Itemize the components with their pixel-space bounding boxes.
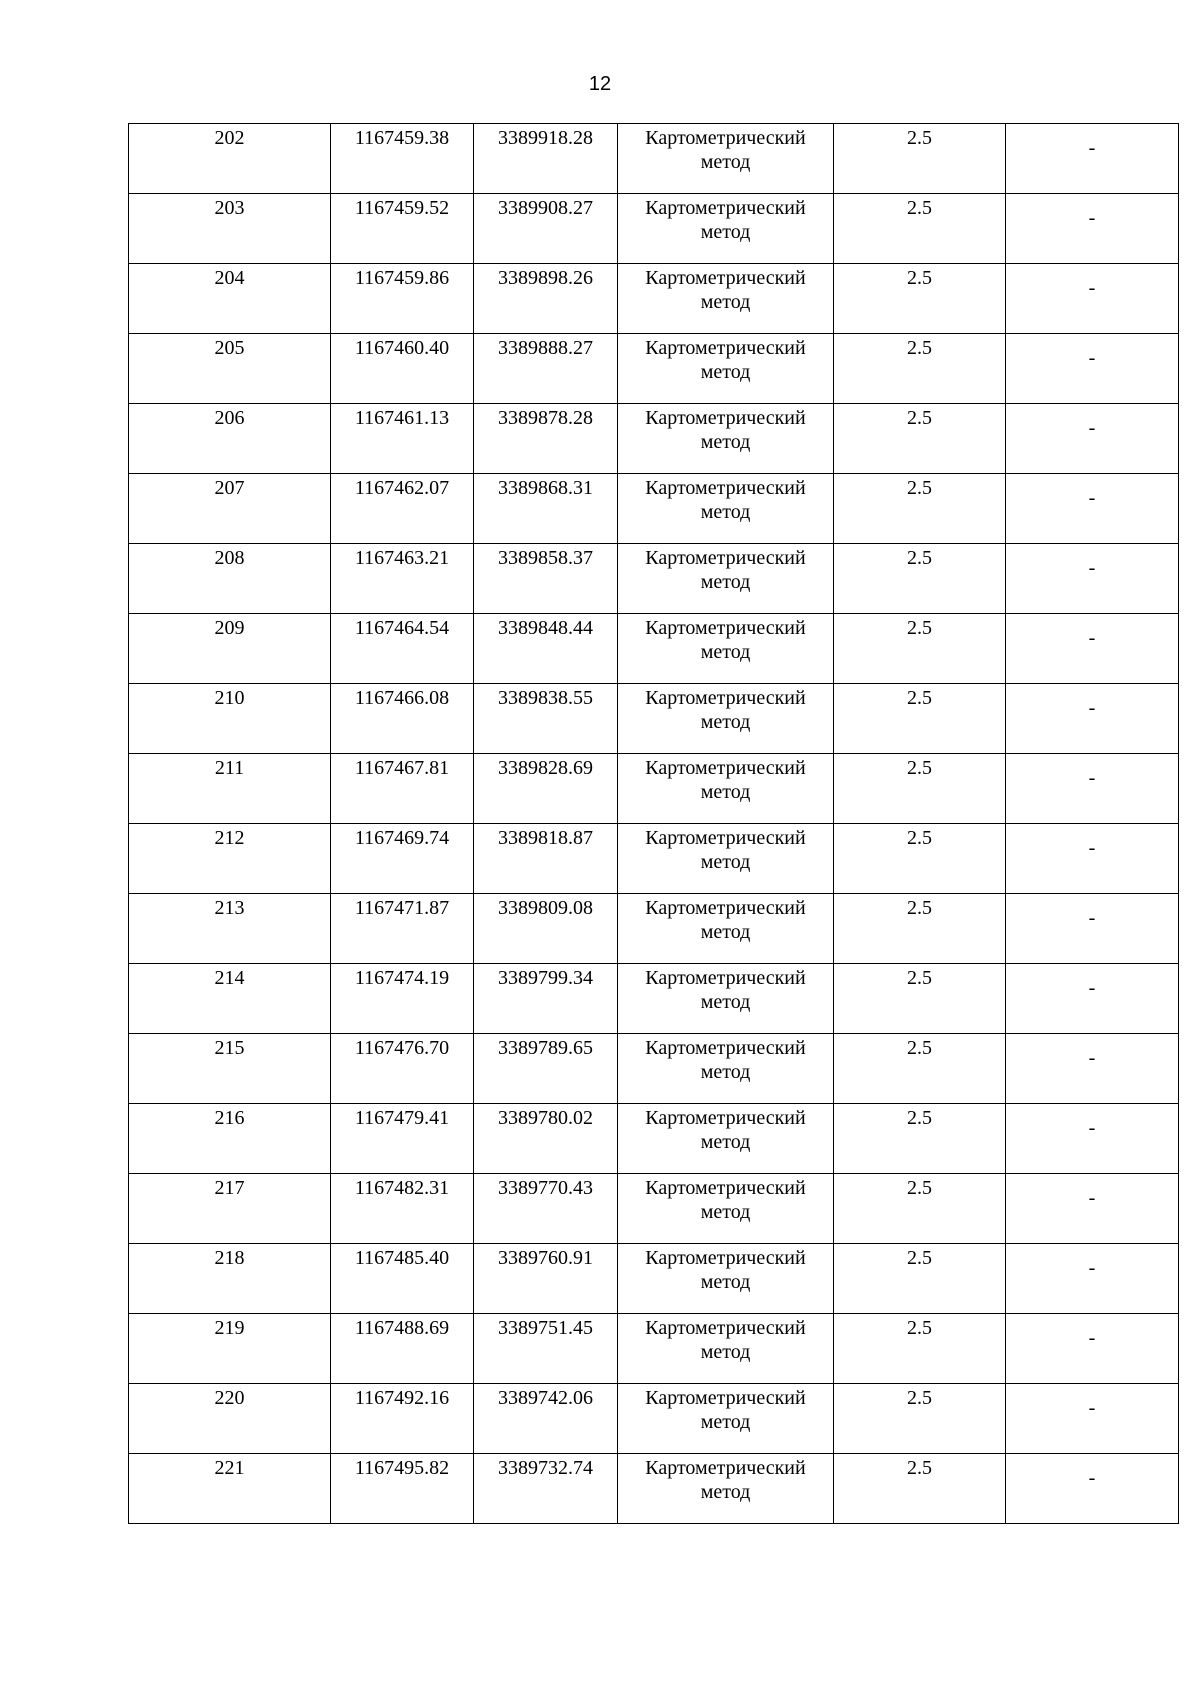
method-line-1: Картометрический <box>645 1457 806 1479</box>
method-cell <box>618 964 834 1034</box>
x-coordinate-cell <box>331 684 474 754</box>
accuracy-cell <box>834 1454 1006 1524</box>
method-line-2: метод <box>700 361 751 383</box>
method-cell <box>618 404 834 474</box>
x-coordinate: 1167485.40 <box>354 1247 450 1269</box>
y-coordinate-cell <box>474 1454 618 1524</box>
note-value: - <box>1088 1117 1096 1139</box>
accuracy-cell <box>834 1034 1006 1104</box>
note-value: - <box>1088 487 1096 509</box>
method-line-2: метод <box>700 991 751 1013</box>
point-number-cell <box>129 404 331 474</box>
x-coordinate-cell <box>331 474 474 544</box>
y-coordinate-cell <box>474 1384 618 1454</box>
point-number: 211 <box>214 757 245 779</box>
point-number-cell <box>129 964 331 1034</box>
y-coordinate: 3389742.06 <box>498 1387 593 1409</box>
point-number: 216 <box>214 1107 245 1129</box>
note-cell <box>1006 334 1179 404</box>
table-row <box>129 754 1179 824</box>
y-coordinate: 3389789.65 <box>498 1037 593 1059</box>
x-coordinate-cell <box>331 1174 474 1244</box>
point-number-cell <box>129 264 331 334</box>
x-coordinate: 1167459.52 <box>354 197 450 219</box>
method-line-1: Картометрический <box>645 1247 806 1269</box>
x-coordinate: 1167474.19 <box>354 967 450 989</box>
note-cell <box>1006 754 1179 824</box>
accuracy-cell <box>834 404 1006 474</box>
table-row <box>129 684 1179 754</box>
y-coordinate: 3389868.31 <box>498 477 593 499</box>
y-coordinate: 3389878.28 <box>498 407 593 429</box>
method-line-1: Картометрический <box>645 827 806 849</box>
y-coordinate-cell <box>474 894 618 964</box>
x-coordinate-cell <box>331 964 474 1034</box>
y-coordinate-cell <box>474 684 618 754</box>
accuracy-cell <box>834 334 1006 404</box>
accuracy-value: 2.5 <box>907 1457 932 1479</box>
point-number: 212 <box>214 827 245 849</box>
accuracy-value: 2.5 <box>907 1107 932 1129</box>
method-line-2: метод <box>700 1131 751 1153</box>
method-line-2: метод <box>700 1481 751 1503</box>
x-coordinate-cell <box>331 614 474 684</box>
note-cell <box>1006 1244 1179 1314</box>
y-coordinate: 3389848.44 <box>498 617 593 639</box>
note-value: - <box>1088 977 1096 999</box>
method-cell <box>618 614 834 684</box>
x-coordinate: 1167463.21 <box>354 547 450 569</box>
accuracy-cell <box>834 124 1006 194</box>
x-coordinate: 1167466.08 <box>354 687 450 709</box>
accuracy-value: 2.5 <box>907 1317 932 1339</box>
y-coordinate-cell <box>474 1104 618 1174</box>
note-value: - <box>1088 1467 1096 1489</box>
note-value: - <box>1088 347 1096 369</box>
table-row <box>129 1104 1179 1174</box>
method-cell <box>618 824 834 894</box>
note-value: - <box>1088 417 1096 439</box>
method-cell <box>618 334 834 404</box>
x-coordinate: 1167467.81 <box>354 757 450 779</box>
table-row <box>129 124 1179 194</box>
method-line-2: метод <box>700 711 751 733</box>
table-row <box>129 474 1179 544</box>
accuracy-value: 2.5 <box>907 757 932 779</box>
note-cell <box>1006 194 1179 264</box>
table-row <box>129 1384 1179 1454</box>
x-coordinate: 1167482.31 <box>354 1177 450 1199</box>
method-line-1: Картометрический <box>645 127 806 149</box>
point-number-cell <box>129 544 331 614</box>
accuracy-cell <box>834 964 1006 1034</box>
accuracy-value: 2.5 <box>907 547 932 569</box>
y-coordinate: 3389838.55 <box>498 687 593 709</box>
method-line-2: метод <box>700 641 751 663</box>
note-cell <box>1006 1454 1179 1524</box>
method-line-2: метод <box>700 851 751 873</box>
x-coordinate: 1167492.16 <box>354 1387 450 1409</box>
accuracy-value: 2.5 <box>907 267 932 289</box>
accuracy-cell <box>834 824 1006 894</box>
note-value: - <box>1088 557 1096 579</box>
y-coordinate: 3389898.26 <box>498 267 593 289</box>
method-cell <box>618 754 834 824</box>
method-cell <box>618 124 834 194</box>
note-value: - <box>1088 1257 1096 1279</box>
accuracy-value: 2.5 <box>907 1037 932 1059</box>
note-value: - <box>1088 697 1096 719</box>
x-coordinate-cell <box>331 894 474 964</box>
point-number: 217 <box>214 1177 245 1199</box>
x-coordinate: 1167461.13 <box>354 407 450 429</box>
accuracy-cell <box>834 194 1006 264</box>
y-coordinate: 3389732.74 <box>498 1457 593 1479</box>
y-coordinate-cell <box>474 474 618 544</box>
x-coordinate-cell <box>331 334 474 404</box>
point-number-cell <box>129 824 331 894</box>
point-number: 215 <box>214 1037 245 1059</box>
note-value: - <box>1088 767 1096 789</box>
y-coordinate-cell <box>474 404 618 474</box>
table-row <box>129 614 1179 684</box>
method-cell <box>618 474 834 544</box>
y-coordinate: 3389760.91 <box>498 1247 593 1269</box>
x-coordinate: 1167469.74 <box>354 827 450 849</box>
y-coordinate-cell <box>474 1174 618 1244</box>
accuracy-cell <box>834 614 1006 684</box>
table-row <box>129 964 1179 1034</box>
point-number: 221 <box>214 1457 245 1479</box>
table-row <box>129 334 1179 404</box>
table-row <box>129 1454 1179 1524</box>
x-coordinate-cell <box>331 404 474 474</box>
note-value: - <box>1088 1327 1096 1349</box>
table-row <box>129 404 1179 474</box>
point-number-cell <box>129 474 331 544</box>
y-coordinate: 3389780.02 <box>498 1107 593 1129</box>
x-coordinate-cell <box>331 1454 474 1524</box>
y-coordinate: 3389799.34 <box>498 967 593 989</box>
note-cell <box>1006 1314 1179 1384</box>
method-line-2: метод <box>700 501 751 523</box>
x-coordinate: 1167471.87 <box>354 897 450 919</box>
method-line-2: метод <box>700 1411 751 1433</box>
point-number: 207 <box>214 477 245 499</box>
accuracy-cell <box>834 1314 1006 1384</box>
method-line-1: Картометрический <box>645 267 806 289</box>
x-coordinate: 1167459.38 <box>354 127 450 149</box>
x-coordinate: 1167460.40 <box>354 337 450 359</box>
point-number: 205 <box>214 337 245 359</box>
method-cell <box>618 1034 834 1104</box>
point-number-cell <box>129 754 331 824</box>
point-number: 209 <box>214 617 245 639</box>
method-line-1: Картометрический <box>645 1177 806 1199</box>
method-line-2: метод <box>700 1271 751 1293</box>
note-value: - <box>1088 1187 1096 1209</box>
note-cell <box>1006 1104 1179 1174</box>
table-row <box>129 1314 1179 1384</box>
point-number: 208 <box>214 547 245 569</box>
note-cell <box>1006 1174 1179 1244</box>
y-coordinate-cell <box>474 124 618 194</box>
method-line-1: Картометрический <box>645 1387 806 1409</box>
point-number: 219 <box>214 1317 245 1339</box>
point-number: 213 <box>214 897 245 919</box>
note-cell <box>1006 894 1179 964</box>
method-line-1: Картометрический <box>645 897 806 919</box>
accuracy-cell <box>834 474 1006 544</box>
method-line-1: Картометрический <box>645 547 806 569</box>
accuracy-value: 2.5 <box>907 617 932 639</box>
accuracy-value: 2.5 <box>907 897 932 919</box>
point-number-cell <box>129 124 331 194</box>
note-cell <box>1006 404 1179 474</box>
x-coordinate: 1167488.69 <box>354 1317 450 1339</box>
point-number-cell <box>129 1034 331 1104</box>
y-coordinate-cell <box>474 824 618 894</box>
point-number-cell <box>129 334 331 404</box>
y-coordinate: 3389751.45 <box>498 1317 593 1339</box>
note-cell <box>1006 264 1179 334</box>
x-coordinate-cell <box>331 124 474 194</box>
note-value: - <box>1088 1047 1096 1069</box>
y-coordinate: 3389770.43 <box>498 1177 593 1199</box>
x-coordinate-cell <box>331 754 474 824</box>
x-coordinate-cell <box>331 1384 474 1454</box>
accuracy-cell <box>834 684 1006 754</box>
table-row <box>129 264 1179 334</box>
accuracy-value: 2.5 <box>907 127 932 149</box>
note-cell <box>1006 964 1179 1034</box>
accuracy-value: 2.5 <box>907 687 932 709</box>
method-line-2: метод <box>700 1061 751 1083</box>
table-row <box>129 194 1179 264</box>
accuracy-cell <box>834 1244 1006 1314</box>
point-number-cell <box>129 1104 331 1174</box>
accuracy-cell <box>834 754 1006 824</box>
table-row <box>129 544 1179 614</box>
point-number: 206 <box>214 407 245 429</box>
table-row <box>129 1034 1179 1104</box>
method-line-1: Картометрический <box>645 967 806 989</box>
x-coordinate-cell <box>331 1104 474 1174</box>
y-coordinate: 3389918.28 <box>498 127 593 149</box>
x-coordinate: 1167476.70 <box>354 1037 450 1059</box>
method-line-1: Картометрический <box>645 617 806 639</box>
point-number-cell <box>129 614 331 684</box>
accuracy-cell <box>834 1104 1006 1174</box>
method-line-2: метод <box>700 151 751 173</box>
accuracy-cell <box>834 544 1006 614</box>
y-coordinate: 3389828.69 <box>498 757 593 779</box>
y-coordinate-cell <box>474 334 618 404</box>
point-number-cell <box>129 894 331 964</box>
method-line-1: Картометрический <box>645 757 806 779</box>
x-coordinate-cell <box>331 824 474 894</box>
point-number: 204 <box>214 267 245 289</box>
y-coordinate: 3389888.27 <box>498 337 593 359</box>
point-number-cell <box>129 1384 331 1454</box>
point-number-cell <box>129 1174 331 1244</box>
note-value: - <box>1088 137 1096 159</box>
x-coordinate-cell <box>331 544 474 614</box>
method-line-1: Картометрический <box>645 477 806 499</box>
method-line-2: метод <box>700 1201 751 1223</box>
method-cell <box>618 684 834 754</box>
point-number: 214 <box>214 967 245 989</box>
point-number: 218 <box>214 1247 245 1269</box>
note-cell <box>1006 824 1179 894</box>
method-line-2: метод <box>700 571 751 593</box>
point-number: 203 <box>214 197 245 219</box>
accuracy-value: 2.5 <box>907 407 932 429</box>
x-coordinate-cell <box>331 1034 474 1104</box>
coordinates-table-body <box>129 124 1179 1524</box>
note-cell <box>1006 544 1179 614</box>
x-coordinate: 1167495.82 <box>354 1457 450 1479</box>
method-cell <box>618 544 834 614</box>
table-row <box>129 894 1179 964</box>
method-cell <box>618 1384 834 1454</box>
note-value: - <box>1088 1397 1096 1419</box>
x-coordinate: 1167462.07 <box>354 477 450 499</box>
accuracy-value: 2.5 <box>907 967 932 989</box>
method-line-1: Картометрический <box>645 1037 806 1059</box>
accuracy-value: 2.5 <box>907 1387 932 1409</box>
table-row <box>129 824 1179 894</box>
method-cell <box>618 1104 834 1174</box>
method-cell <box>618 264 834 334</box>
y-coordinate: 3389818.87 <box>498 827 593 849</box>
note-cell <box>1006 474 1179 544</box>
y-coordinate-cell <box>474 1314 618 1384</box>
table-row <box>129 1244 1179 1314</box>
note-value: - <box>1088 207 1096 229</box>
accuracy-value: 2.5 <box>907 337 932 359</box>
accuracy-value: 2.5 <box>907 1177 932 1199</box>
note-cell <box>1006 684 1179 754</box>
coordinates-table <box>128 123 1179 1524</box>
point-number: 220 <box>214 1387 245 1409</box>
method-line-2: метод <box>700 431 751 453</box>
y-coordinate-cell <box>474 194 618 264</box>
accuracy-cell <box>834 1174 1006 1244</box>
y-coordinate-cell <box>474 1244 618 1314</box>
method-line-1: Картометрический <box>645 687 806 709</box>
x-coordinate: 1167459.86 <box>354 267 450 289</box>
x-coordinate-cell <box>331 194 474 264</box>
accuracy-value: 2.5 <box>907 197 932 219</box>
y-coordinate: 3389908.27 <box>498 197 593 219</box>
note-cell <box>1006 124 1179 194</box>
method-cell <box>618 1244 834 1314</box>
accuracy-cell <box>834 894 1006 964</box>
accuracy-value: 2.5 <box>907 827 932 849</box>
point-number-cell <box>129 1244 331 1314</box>
method-cell <box>618 894 834 964</box>
method-line-2: метод <box>700 921 751 943</box>
y-coordinate-cell <box>474 964 618 1034</box>
page-number: 12 <box>588 73 612 95</box>
method-cell <box>618 194 834 264</box>
method-cell <box>618 1174 834 1244</box>
method-line-2: метод <box>700 1341 751 1363</box>
method-cell <box>618 1314 834 1384</box>
method-line-1: Картометрический <box>645 337 806 359</box>
x-coordinate-cell <box>331 1314 474 1384</box>
note-cell <box>1006 1384 1179 1454</box>
y-coordinate: 3389809.08 <box>498 897 593 919</box>
point-number-cell <box>129 684 331 754</box>
point-number-cell <box>129 194 331 264</box>
y-coordinate-cell <box>474 1034 618 1104</box>
note-value: - <box>1088 907 1096 929</box>
table-row <box>129 1174 1179 1244</box>
y-coordinate-cell <box>474 614 618 684</box>
note-value: - <box>1088 837 1096 859</box>
note-value: - <box>1088 277 1096 299</box>
note-cell <box>1006 614 1179 684</box>
x-coordinate: 1167464.54 <box>354 617 450 639</box>
method-line-1: Картометрический <box>645 1107 806 1129</box>
accuracy-value: 2.5 <box>907 477 932 499</box>
y-coordinate-cell <box>474 754 618 824</box>
accuracy-cell <box>834 1384 1006 1454</box>
point-number-cell <box>129 1454 331 1524</box>
point-number: 202 <box>214 127 245 149</box>
method-line-1: Картометрический <box>645 1317 806 1339</box>
accuracy-cell <box>834 264 1006 334</box>
point-number: 210 <box>214 687 245 709</box>
point-number-cell <box>129 1314 331 1384</box>
method-line-1: Картометрический <box>645 407 806 429</box>
x-coordinate-cell <box>331 1244 474 1314</box>
x-coordinate: 1167479.41 <box>354 1107 450 1129</box>
method-cell <box>618 1454 834 1524</box>
method-line-2: метод <box>700 291 751 313</box>
x-coordinate-cell <box>331 264 474 334</box>
y-coordinate-cell <box>474 264 618 334</box>
note-value: - <box>1088 627 1096 649</box>
method-line-2: метод <box>700 221 751 243</box>
y-coordinate-cell <box>474 544 618 614</box>
method-line-1: Картометрический <box>645 197 806 219</box>
method-line-2: метод <box>700 781 751 803</box>
y-coordinate: 3389858.37 <box>498 547 593 569</box>
accuracy-value: 2.5 <box>907 1247 932 1269</box>
note-cell <box>1006 1034 1179 1104</box>
